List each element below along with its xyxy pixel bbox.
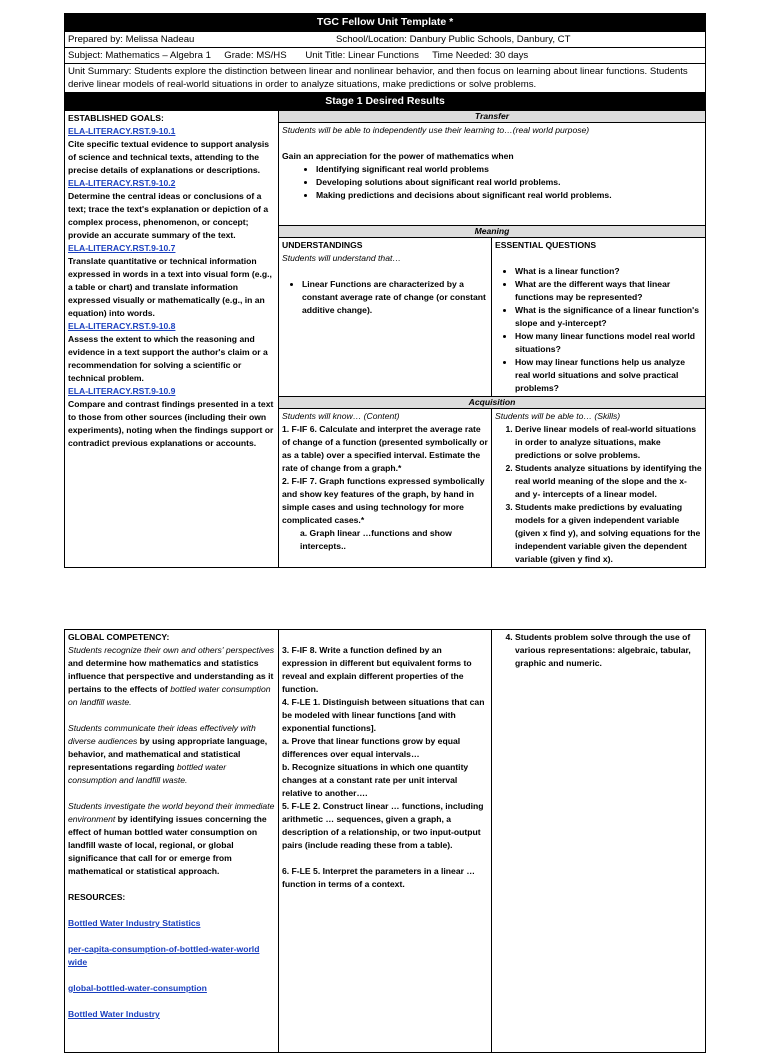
skills-heading: Students will be able to… (Skills) — [495, 411, 621, 421]
resources-heading: RESOURCES: — [68, 892, 126, 902]
goal-code-link[interactable]: ELA-LITERACY.RST.9-10.7 — [68, 243, 176, 253]
transfer-lead: Gain an appreciation for the power of mathematics when — [282, 151, 514, 161]
paragraph-text: and determine how mathematics and statistics influence that perspective and understanding as it pertains to the effects of — [68, 658, 274, 694]
list-item: 3. Students make predictions by evaluating models for a given independent variable (given x find y), and solving equations for the independent variable given the dependent variable (given y find x). — [515, 501, 702, 566]
know-item: b. Recognize situations in which one quantity changes at a constant rate per unit interval relative to another…. — [282, 762, 469, 798]
know-item: 3. F-IF 8. Write a function defined by an expression in different but equivalent forms to reveal and explain different properties of the function. — [282, 645, 472, 694]
list-item: • Linear Functions are characterized by a constant average rate of change (or constant additive change). — [302, 278, 488, 317]
unit-template-table-continued — [64, 629, 706, 1053]
resource-link[interactable]: global-bottled-water-consumption — [68, 983, 207, 993]
paragraph-italic: bottled water consumption and landfill waste. — [68, 762, 227, 785]
page-2 — [64, 629, 705, 1053]
understandings-heading: UNDERSTANDINGS — [282, 240, 363, 250]
list-item: • What is a linear function? — [515, 265, 702, 278]
essential-questions-cell — [492, 238, 706, 397]
established-goals — [65, 111, 279, 568]
paragraph-italic: Students investigate the world beyond their immediate environment — [68, 801, 275, 824]
goal-text: Determine the central ideas or conclusions of a text; trace the text's explanation or depiction of a complex process, phenomenon, or concept; provide an accurate summary of the text. — [68, 191, 269, 240]
goals-heading: ESTABLISHED GOALS: — [68, 113, 164, 123]
stage-1-header: Stage 1 Desired Results — [65, 93, 706, 111]
goal-text: Compare and contrast findings presented in a text to those from other sources (including their own experiments), noting when the findings support or contradict previous explanations or accounts. — [68, 399, 274, 448]
paragraph-italic: bottled water consumption on landfill waste. — [68, 684, 271, 707]
list-item: • What are the different ways that linear functions may be represented? — [515, 278, 702, 304]
resource-link[interactable]: Bottled Water Industry — [68, 1009, 160, 1019]
unit-title: Unit Title: Linear Functions — [305, 50, 419, 61]
goal-code-link[interactable]: ELA-LITERACY.RST.9-10.9 — [68, 386, 176, 396]
know-subitem: a. Graph linear …functions and show intercepts.. — [300, 528, 452, 551]
prepared-by-row — [65, 32, 706, 48]
skills-list — [495, 423, 702, 566]
goal-text: Translate quantitative or technical information expressed in words in a text into visual form (e.g., a table or chart) and translate information expressed visually or mathematically (e.g., in an equation) into words. — [68, 256, 272, 318]
understandings-intro: Students will understand that… — [282, 253, 401, 263]
know-cont-cell — [279, 630, 492, 1053]
list-item: 4. Students problem solve through the use of various representations: algebraic, tabular, graphic and numeric. — [515, 631, 702, 670]
goal-code-link[interactable]: ELA-LITERACY.RST.9-10.8 — [68, 321, 176, 331]
know-cell — [279, 409, 492, 568]
unit-template-table — [64, 13, 706, 568]
list-item: • How many linear functions model real world situations? — [515, 330, 702, 356]
list-item: • Developing solutions about significant real world problems. — [316, 176, 702, 189]
list-item: • Making predictions and decisions about significant real world problems. — [316, 189, 702, 202]
resource-link[interactable]: Bottled Water Industry Statistics — [68, 918, 201, 928]
meaning-heading: Meaning — [279, 226, 706, 238]
know-item: 6. F-LE 5. Interpret the parameters in a linear … function in terms of a context. — [282, 866, 475, 889]
essential-questions-heading: ESSENTIAL QUESTIONS — [495, 240, 597, 250]
know-item: a. Prove that linear functions grow by equal differences over equal intervals… — [282, 736, 461, 759]
transfer-bullets — [282, 163, 702, 202]
acquisition-heading: Acquisition — [279, 397, 706, 409]
list-item: • Identifying significant real world problems — [316, 163, 702, 176]
subject-row — [65, 48, 706, 64]
paragraph-text: by using appropriate language, behavior, and mathematical and statistical representations regarding — [68, 736, 268, 772]
understandings-cell — [279, 238, 492, 397]
global-competency-paragraph — [68, 644, 275, 709]
transfer-intro: Students will be able to independently use their learning to…(real world purpose) — [282, 125, 590, 135]
paragraph-italic: Students recognize their own and others' perspectives — [68, 645, 275, 655]
template-title: TGC Fellow Unit Template * — [65, 14, 706, 32]
goal-text: Assess the extent to which the reasoning and evidence in a text support the author's claim or a recommendation for solving a scientific or technical problem. — [68, 334, 268, 383]
skills-cell — [492, 409, 706, 568]
transfer-heading: Transfer — [279, 111, 706, 123]
unit-summary: Unit Summary: Students explore the distinction between linear and nonlinear behavior, and then focus on learning about linear functions. Students derive linear models of real-world situations in order to analyze situations, make predictions or solve problems. — [65, 64, 706, 93]
global-competency-paragraph — [68, 722, 275, 787]
prepared-by: Prepared by: Melissa Nadeau — [68, 34, 195, 45]
goals-list — [68, 125, 275, 450]
goal-code-link[interactable]: ELA-LITERACY.RST.9-10.2 — [68, 178, 176, 188]
list-item: • What is the significance of a linear function's slope and y-intercept? — [515, 304, 702, 330]
resources-list — [68, 917, 275, 1021]
know-item: 4. F-LE 1. Distinguish between situations that can be modeled with linear functions [and with exponential functions]. — [282, 697, 485, 733]
school-location: School/Location: Danbury Public Schools, Danbury, CT — [336, 34, 571, 45]
know-heading: Students will know… (Content) — [282, 411, 400, 421]
essential-questions-list — [495, 265, 702, 395]
know-item: 2. F-IF 7. Graph functions expressed symbolically and show key features of the graph, by hand in simple cases and using technology for more complicated cases.* — [282, 476, 485, 525]
list-item: 1. Derive linear models of real-world situations in order to analyze situations, make predictions or solve problems. — [515, 423, 702, 462]
global-competency-paragraph — [68, 800, 275, 878]
list-item: • How may linear functions help us analyze real world situations and solve practical problems? — [515, 356, 702, 395]
know-item: 5. F-LE 2. Construct linear … functions, including arithmetic … sequences, given a graph, a description of a relationship, or two input-output pairs (include reading these from a table). — [282, 801, 484, 850]
global-competency-text — [68, 644, 275, 878]
list-item: 2. Students analyze situations by identifying the real world meaning of the slope and the x- and y- intercepts of a linear model. — [515, 462, 702, 501]
global-competency-heading: GLOBAL COMPETENCY: — [68, 632, 170, 642]
resource-link[interactable]: per-capita-consumption-of-bottled-water-world wide — [68, 944, 260, 967]
time-needed: Time Needed: 30 days — [432, 50, 529, 61]
subject: Subject: Mathematics – Algebra 1 — [68, 50, 211, 61]
know-item: 1. F-IF 6. Calculate and interpret the average rate of change of a function (presented symbolically or as a table) over a specified interval. Estimate the rate of change from a graph.* — [282, 424, 488, 473]
skills-cont-cell — [492, 630, 706, 1053]
page-1 — [64, 13, 705, 568]
goal-text: Cite specific textual evidence to support analysis of science and technical texts, attending to the precise details of explanations or descriptions. — [68, 139, 270, 175]
goal-code-link[interactable]: ELA-LITERACY.RST.9-10.1 — [68, 126, 176, 136]
paragraph-italic: Students communicate their ideas effectively with diverse audiences — [68, 723, 256, 746]
skills-list-continued — [495, 631, 702, 670]
paragraph-text: by identifying issues concerning the effect of human bottled water consumption on landfill waste of local, regional, or global significance that call for or emerge from mathematical or statistical approach. — [68, 814, 267, 876]
transfer-cell — [279, 123, 706, 226]
global-competency-cell — [65, 630, 279, 1053]
grade: Grade: MS/HS — [224, 50, 287, 61]
understandings-list — [282, 278, 488, 317]
